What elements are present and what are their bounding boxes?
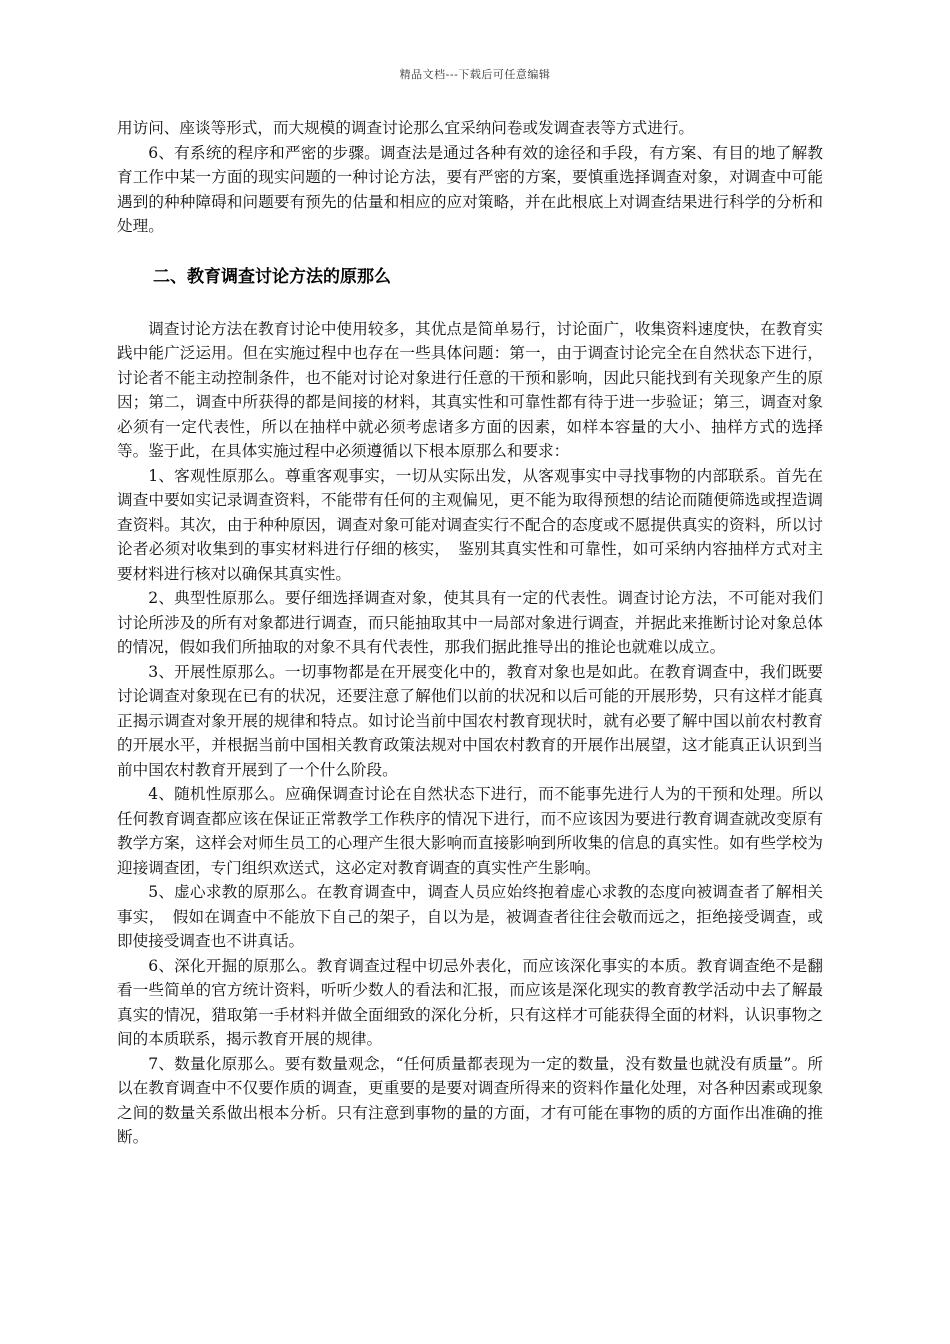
principle-objectivity: 1、客观性原那么。尊重客观事实，一切从实际出发，从客观事实中寻找事物的内部联系。首先在调查中要如实记录调查资料，不能带有任何的主观偏见，更不能为取得预想的结论而随便筛选或捏造调查资料。其次，由于种种原因，调查对象可能对调查实行不配合的态度或不愿提供真实的资料，所以讨论者必须对收集到的事实材料进行仔细的核实， 鉴别其真实性和可靠性，如可采纳内容抽样方式对主要材料进行核对以确保其真实性。 [117,466,823,583]
document-body [117,116,823,1150]
page-header: 精品文档---下载后可任意编辑 [399,68,551,81]
item6-systematic-paragraph: 6、有系统的程序和严密的步骤。调查法是通过各种有效的途径和手段，有方案、有目的地了解教育工作中某一方面的现实问题的一种讨论方法，要有严密的方案，要慎重选择调查对象，对调查中可能遇到的种种障碍和问题要有预先的估量和相应的应对策略，并在此根底上对调查结果进行科学的分析和处理。 [117,143,823,235]
principle-randomness: 4、随机性原那么。应确保调查讨论在自然状态下进行，而不能事先进行人为的干预和处理。所以任何教育调查都应该在保证正常教学工作秩序的情况下进行，而不应该因为要进行教育调查就改变原有教学方案，这样会对师生员工的心理产生很大影响而直接影响到所收集的信息的真实性。如有些学校为迎接调查团，专门组织欢送式，这必定对教育调查的真实性产生影响。 [117,785,823,877]
principle-development: 3、开展性原那么。一切事物都是在开展变化中的，教育对象也是如此。在教育调查中，我们既要讨论调查对象现在已有的状况，还要注意了解他们以前的状况和以后可能的开展形势，只有这样才能真正揭示调查对象开展的规律和特点。如讨论当前中国农村教育现状时，就有必要了解中国以前农村教育的开展水平，并根据当前中国相关教育政策法规对中国农村教育的开展作出展望，这才能真正认识到当前中国农村教育开展到了一个什么阶段。 [117,662,823,779]
principle-depth: 6、深化开掘的原那么。教育调查过程中切忌外表化，而应该深化事实的本质。教育调查绝不是翻看一些简单的官方统计资料，听听少数人的看法和汇报，而应该是深化现实的教育教学活动中去了解最真实的情况，猎取第一手材料并做全面细致的深化分析，只有这样才可能获得全面的材料，认识事物之间的本质联系，揭示教育开展的规律。 [117,956,823,1048]
principle-quantification: 7、数量化原那么。要有数量观念，“任何质量都表现为一定的数量，没有数量也就没有质量”。所以在教育调查中不仅要作质的调查，更重要的是要对调查所得来的资料作量化处理，对各种因素或现象之间的数量关系做出根本分析。只有注意到事物的量的方面，才有可能在事物的质的方面作出准确的推断。 [117,1054,823,1146]
principle-typicality: 2、典型性原那么。要仔细选择调查对象，使其具有一定的代表性。调查讨论方法，不可能对我们讨论所涉及的所有对象都进行调查，而只能抽取其中一局部对象进行调查，并据此来推断讨论对象总体的情况，假如我们所抽取的对象不具有代表性，那我们据此推导出的推论也就难以成立。 [117,589,823,656]
principle-humility: 5、虚心求教的原那么。在教育调查中，调查人员应始终抱着虚心求教的态度向被调查者了解相关事实， 假如在调查中不能放下自己的架子，自以为是，被调查者往往会敬而远之，拒绝接受调查，或即使接受调查也不讲真话。 [117,883,823,950]
intro-continuation-paragraph: 用访问、座谈等形式，而大规模的调查讨论那么宜采纳问卷或发调查表等方式进行。 [117,119,694,137]
section-intro-paragraph: 调查讨论方法在教育讨论中使用较多，其优点是简单易行，讨论面广，收集资料速度快，在教育实践中能广泛运用。但在实施过程中也存在一些具体问题：第一，由于调查讨论完全在自然状态下进行，讨论者不能主动控制条件，也不能对讨论对象进行任意的干预和影响，因此只能找到有关现象产生的原因；第二，调查中所获得的都是间接的材料，其真实性和可靠性都有待于进一步验证；第三，调查对象必须有一定代表性，所以在抽样中就必须考虑诸多方面的因素，如样本容量的大小、抽样方式的选择等。鉴于此，在具体实施过程中必须遵循以下根本原那么和要求： [117,319,823,460]
section-heading: 二、教育调查讨论方法的原那么 [153,266,391,287]
